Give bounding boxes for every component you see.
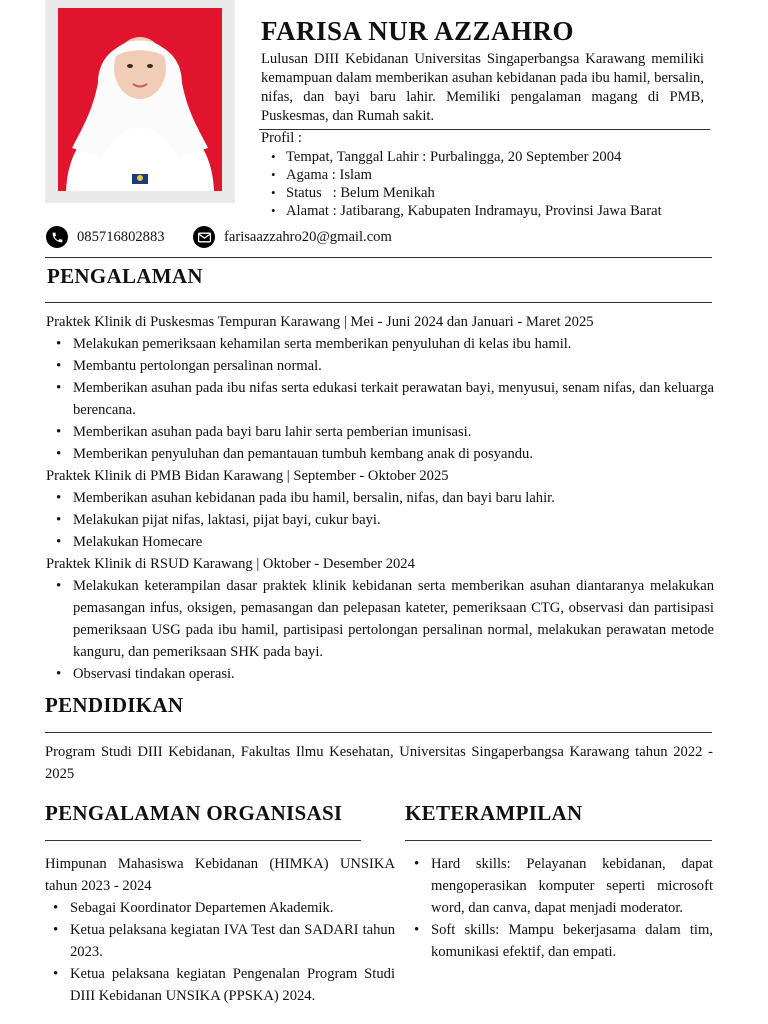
list-item: • Memberikan asuhan pada bayi baru lahir serta pemberian imunisasi. — [46, 421, 714, 443]
list-item: • Sebagai Koordinator Departemen Akademik. — [43, 897, 395, 919]
section-title-pengalaman: PENGALAMAN — [47, 264, 203, 288]
full-name: FARISA NUR AZZAHRO — [261, 16, 575, 46]
section-title-pendidikan: PENDIDIKAN — [45, 693, 184, 717]
divider — [45, 840, 361, 841]
profil-title: Profil : — [261, 130, 302, 146]
list-item: • Membantu pertolongan persalinan normal. — [46, 355, 714, 377]
keterampilan-section — [404, 853, 713, 963]
list-item: • Melakukan pijat nifas, laktasi, pijat bayi, cukur bayi. — [46, 509, 714, 531]
organisasi-section — [45, 853, 395, 1007]
entry-heading: Praktek Klinik di PMB Bidan Karawang | September - Oktober 2025 — [46, 468, 449, 484]
list-item: • Memberikan asuhan kebidanan pada ibu hamil, bersalin, nifas, dan bayi baru lahir. — [46, 487, 714, 509]
divider — [405, 840, 712, 841]
profile-photo-frame — [45, 0, 235, 203]
profil-list — [270, 148, 662, 220]
phone-icon — [46, 226, 68, 248]
section-title-organisasi: PENGALAMAN ORGANISASI — [45, 801, 343, 825]
pendidikan-text: Program Studi DIII Kebidanan, Fakultas Ilmu Kesehatan, Universitas Singaperbangsa Karawang tahun 2022 - 2025 — [45, 744, 713, 782]
list-item: • Status : Belum Menikah — [270, 184, 662, 202]
list-item: • Memberikan asuhan pada ibu nifas serta edukasi terkait perawatan bayi, menyusui, senam nifas, dan keluarga berencana. — [46, 377, 714, 421]
list-item: • Melakukan pemeriksaan kehamilan serta memberikan penyuluhan di kelas ibu hamil. — [46, 333, 714, 355]
divider — [45, 302, 712, 303]
list-item: • Observasi tindakan operasi. — [46, 663, 714, 685]
summary-text: Lulusan DIII Kebidanan Universitas Singaperbangsa Karawang memiliki kemampuan dalam memberikan asuhan kebidanan pada ibu hamil, bersalin, nifas, dan bayi baru lahir. Memiliki pengalaman magang di PMB, Puskesmas, dan Rumah sakit. — [261, 51, 704, 124]
entry-heading: Praktek Klinik di RSUD Karawang | Oktober - Desember 2024 — [46, 556, 415, 572]
list-item: • Alamat : Jatibarang, Kabupaten Indramayu, Provinsi Jawa Barat — [270, 202, 662, 220]
list-item: • Soft skills: Mampu bekerjasama dalam tim, komunikasi efektif, dan empati. — [404, 919, 713, 963]
pengalaman-section — [46, 311, 714, 685]
phone-contact[interactable] — [46, 226, 165, 248]
phone-number: 085716802883 — [77, 228, 165, 245]
email-address: farisaazzahro20@gmail.com — [224, 228, 392, 245]
divider — [45, 732, 712, 733]
list-item: • Melakukan Homecare — [46, 531, 714, 553]
list-item: • Memberikan penyuluhan dan pemantauan tumbuh kembang anak di posyandu. — [46, 443, 714, 465]
divider — [259, 129, 710, 130]
list-item: • Ketua pelaksana kegiatan IVA Test dan SADARI tahun 2023. — [43, 919, 395, 963]
list-item: • Hard skills: Pelayanan kebidanan, dapat mengoperasikan komputer seperti microsoft word, dan canva, dapat menjadi moderator. — [404, 853, 713, 919]
list-item: • Agama : Islam — [270, 166, 662, 184]
list-item: • Tempat, Tanggal Lahir : Purbalingga, 20 September 2004 — [270, 148, 662, 166]
entry-heading: Praktek Klinik di Puskesmas Tempuran Karawang | Mei - Juni 2024 dan Januari - Maret 2025 — [46, 314, 594, 330]
list-item: • Melakukan keterampilan dasar praktek klinik kebidanan serta memberikan asuhan diantaranya melakukan pemasangan infus, oksigen, pemasangan dan pelepasan kateter, pemeriksaan CTG, observasi dan partisipasi pemeriksaan USG pada ibu hamil, partisipasi pertolongan persalinan normal, melakukan perawatan metode kanguru, dan pemeriksaan SHK pada bayi. — [46, 575, 714, 663]
divider — [45, 257, 712, 258]
email-contact[interactable] — [193, 226, 392, 248]
entry-heading: Himpunan Mahasiswa Kebidanan (HIMKA) UNSIKA tahun 2023 - 2024 — [45, 856, 395, 894]
list-item: • Ketua pelaksana kegiatan Pengenalan Program Studi DIII Kebidanan UNSIKA (PPSKA) 2024. — [43, 963, 395, 1007]
profile-photo — [58, 8, 222, 191]
section-title-keterampilan: KETERAMPILAN — [405, 801, 583, 825]
mail-icon — [193, 226, 215, 248]
